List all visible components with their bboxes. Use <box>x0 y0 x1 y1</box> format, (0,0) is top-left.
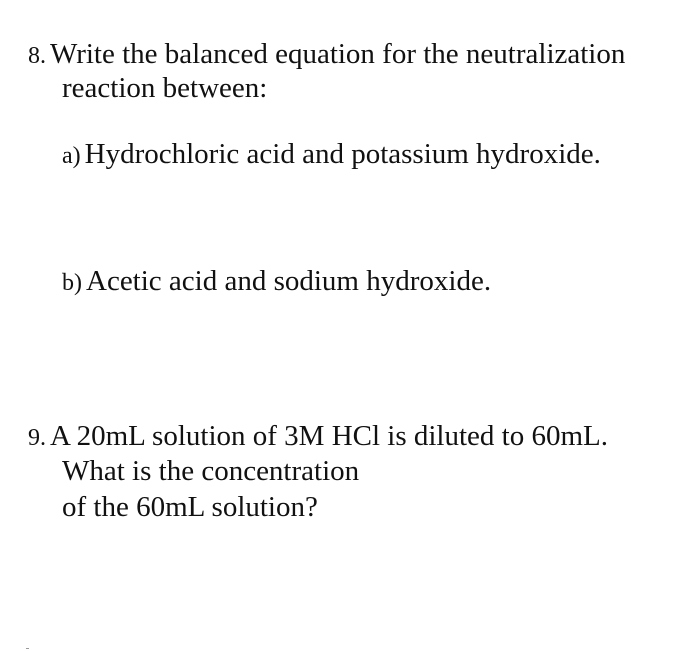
question-8-first-line <box>28 40 625 69</box>
question-8-number: 8. <box>28 43 46 69</box>
question-8-line-1: Write the balanced equation for the neutralization <box>50 38 626 70</box>
question-8-part-a-text: Hydrochloric acid and potassium hydroxide. <box>84 138 601 170</box>
question-9-first-line <box>28 422 608 451</box>
edge-mark <box>26 648 29 649</box>
question-8-line-2: reaction between: <box>62 72 268 104</box>
question-8-part-a <box>62 140 601 169</box>
question-8-part-a-label: a) <box>62 143 81 169</box>
question-9-line-2: What is the concentration <box>62 455 360 487</box>
question-9-line-1: A 20mL solution of 3M HCl is diluted to 60mL. <box>50 420 608 452</box>
question-8-part-b-text: Acetic acid and sodium hydroxide. <box>86 265 492 297</box>
question-9-line-3: of the 60mL solution? <box>62 491 318 523</box>
question-8-part-b-label: b) <box>62 270 82 296</box>
question-9-number: 9. <box>28 425 46 451</box>
question-8-part-b <box>62 267 491 296</box>
